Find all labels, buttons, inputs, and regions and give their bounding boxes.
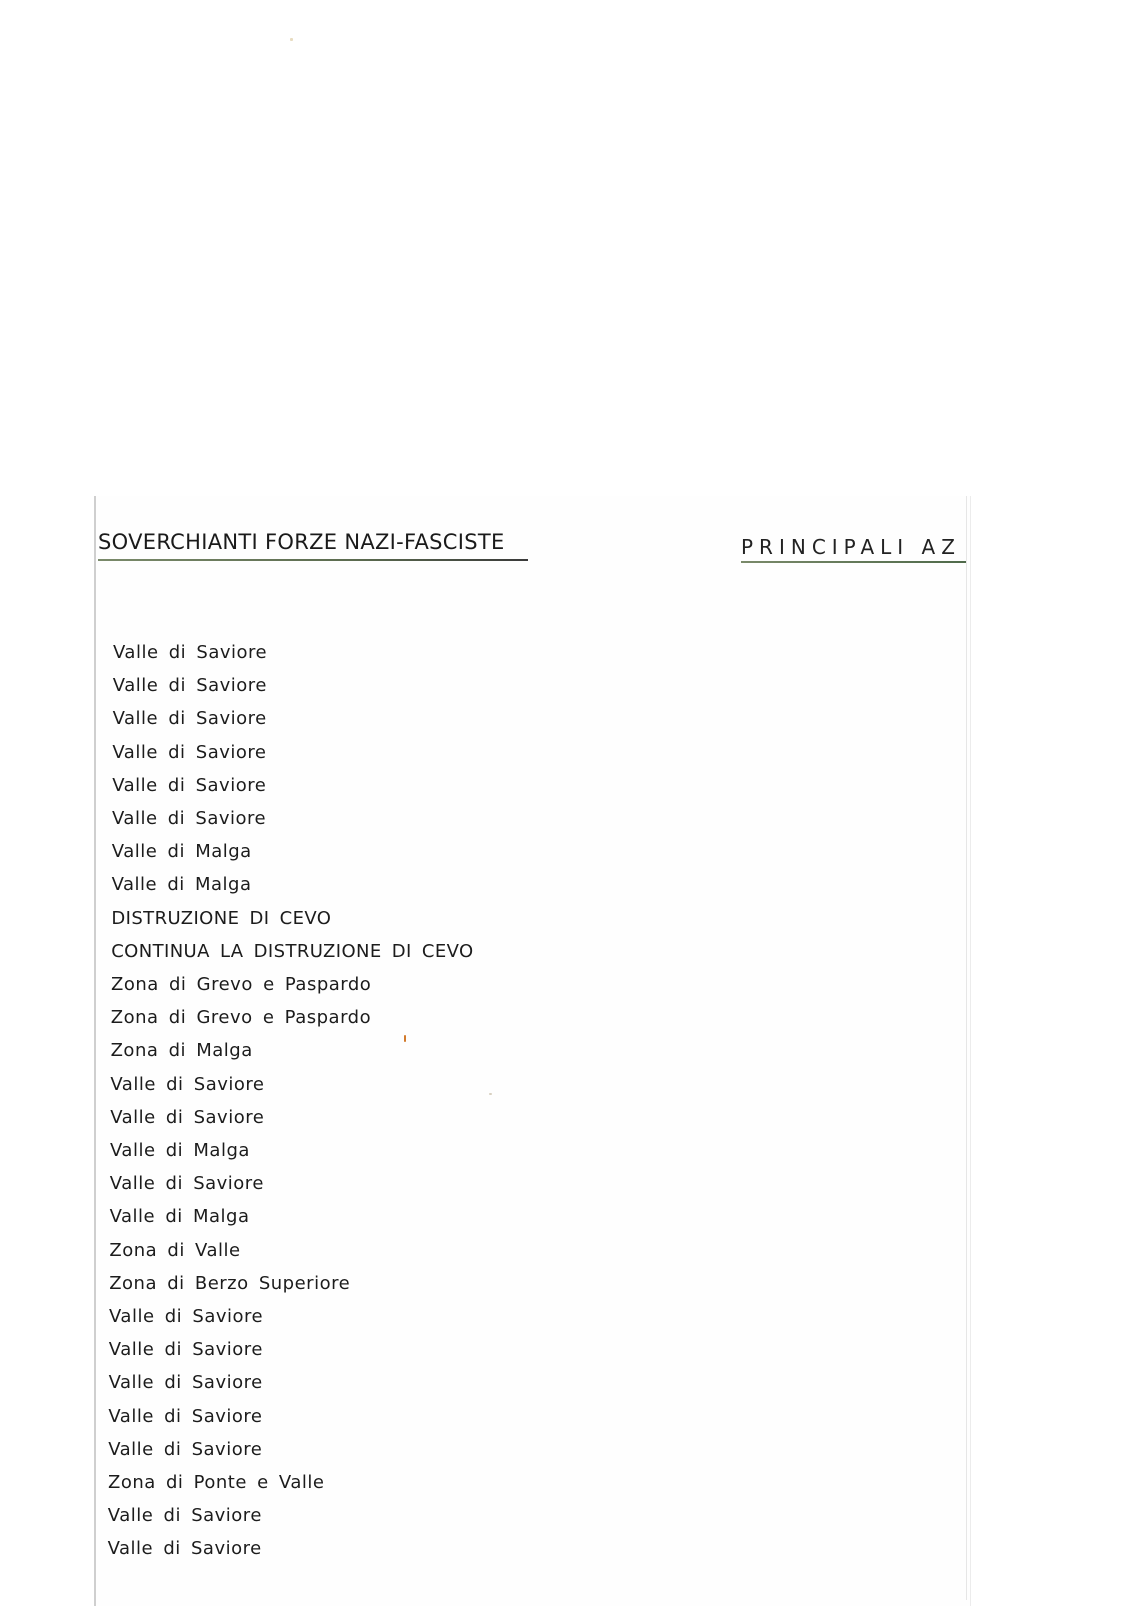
place-entry: Valle di Saviore bbox=[109, 1306, 264, 1327]
place-entry: Valle di Saviore bbox=[107, 1538, 262, 1560]
place-entry: Valle di Saviore bbox=[112, 774, 267, 796]
scan-speck bbox=[290, 38, 293, 41]
left-column-heading: SOVERCHIANTI FORZE NAZI-FASCISTE bbox=[98, 530, 505, 554]
place-entry: Valle di Saviore bbox=[112, 741, 267, 763]
place-entry: Valle di Saviore bbox=[108, 1438, 263, 1460]
place-entry: Zona di Grevo e Paspardo bbox=[110, 1007, 372, 1029]
scan-speck bbox=[404, 1035, 406, 1042]
right-column-heading: PRINCIPALI AZ bbox=[741, 535, 961, 559]
place-entry: Valle di Saviore bbox=[108, 1405, 263, 1427]
place-entry: Valle di Saviore bbox=[112, 675, 267, 697]
right-heading-rule bbox=[741, 561, 966, 563]
place-entry: Valle di Saviore bbox=[113, 642, 268, 663]
scan-speck bbox=[489, 1093, 492, 1095]
place-entry: Valle di Malga bbox=[111, 874, 252, 896]
place-entry: Valle di Malga bbox=[109, 1206, 250, 1228]
place-entry: Valle di Saviore bbox=[110, 1073, 265, 1095]
place-entry: Valle di Saviore bbox=[107, 1505, 262, 1527]
place-entry: Valle di Saviore bbox=[110, 1106, 265, 1128]
place-entry: Zona di Malga bbox=[110, 1040, 253, 1062]
place-entry: Valle di Malga bbox=[111, 841, 252, 863]
place-entry: Valle di Saviore bbox=[112, 808, 267, 829]
place-entry: Valle di Malga bbox=[110, 1140, 250, 1161]
place-entry: Valle di Saviore bbox=[112, 708, 267, 730]
place-entry: DISTRUZIONE DI CEVO bbox=[111, 907, 332, 929]
place-entry: CONTINUA LA DISTRUZIONE DI CEVO bbox=[111, 940, 474, 962]
sheet-edge bbox=[966, 496, 967, 1600]
place-entry: Zona di Berzo Superiore bbox=[109, 1272, 351, 1294]
place-entry: Valle di Saviore bbox=[109, 1173, 264, 1195]
left-heading-rule bbox=[98, 559, 528, 561]
place-entry: Zona di Ponte e Valle bbox=[108, 1472, 325, 1493]
place-entry: Valle di Saviore bbox=[108, 1339, 263, 1361]
place-entry: Zona di Valle bbox=[109, 1239, 241, 1261]
place-entry: Valle di Saviore bbox=[108, 1372, 263, 1394]
place-entry: Zona di Grevo e Paspardo bbox=[111, 974, 372, 995]
